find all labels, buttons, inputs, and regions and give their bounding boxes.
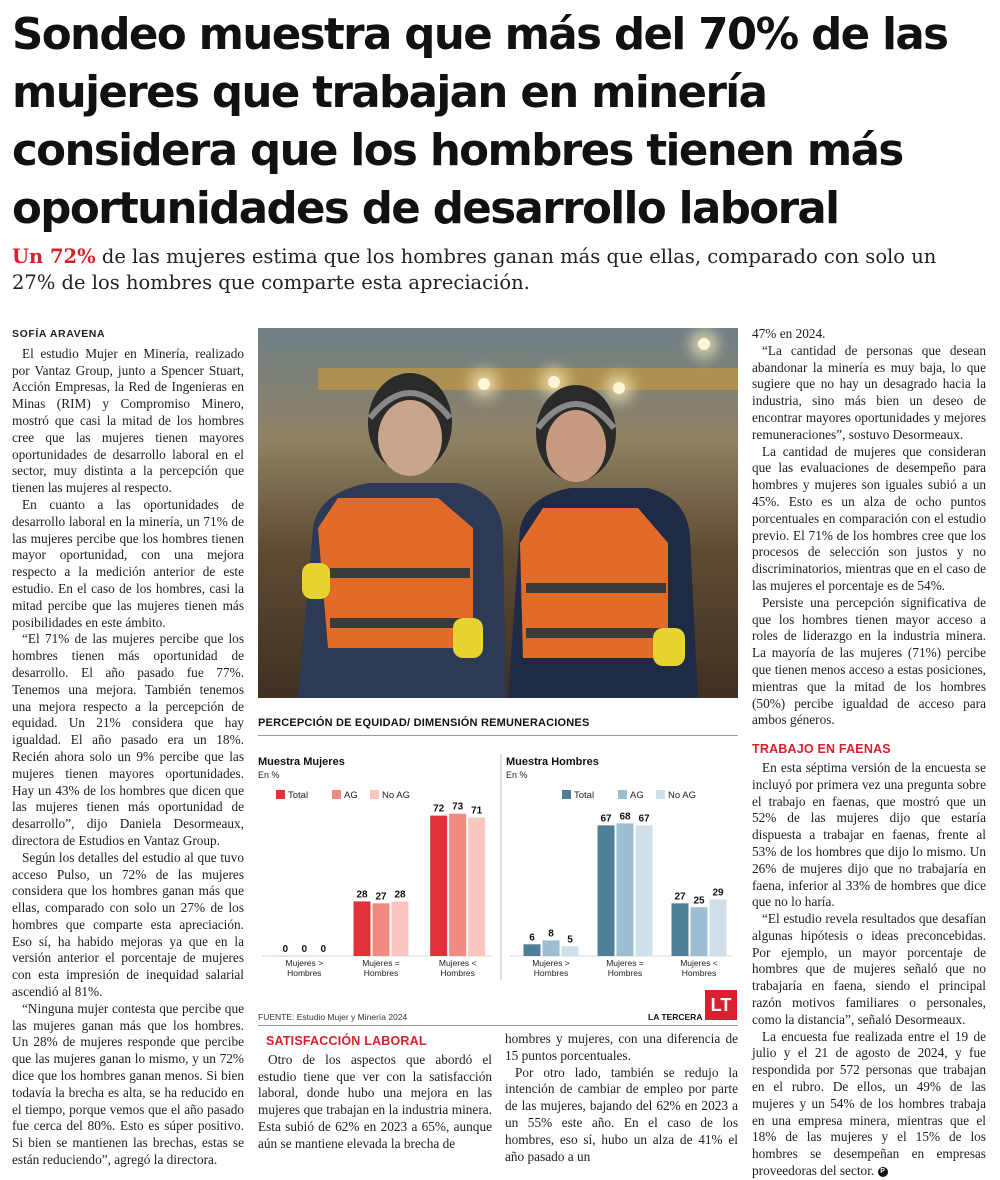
bar (672, 903, 689, 956)
bar (354, 901, 371, 956)
bar (617, 823, 634, 956)
category-label: Mujeres > (286, 958, 324, 968)
paragraph: Otro de los aspectos que abordó el estudio tiene que ver con la satisfacción laboral, donde hubo una mejora en las mujeres que trabajan en la industria minera. Esta subió de 62% en 2023 a 65%, aunque aún se mantiene elevada la brecha de (258, 1052, 492, 1153)
photo-illustration (258, 328, 738, 698)
legend-label: AG (344, 790, 358, 801)
data-label: 27 (674, 891, 686, 902)
y-unit-label: En % (258, 770, 280, 780)
paragraph (752, 1029, 986, 1180)
legend-swatch (618, 790, 627, 799)
paragraph: “Ninguna mujer contesta que percibe que las mujeres ganan más que los hombres. Un 28% de mujeres responde que percibe que las mujeres ganan lo mismo, y un 72% dice que los hombres ganan menos. Si bien todavía la brecha es alta, se ha reducido en el tiempo, porque vemos que el año pasado fue cerca del 80%. Esto es súper positivo. Si bien se mantienen las brechas, estas se están reduciendo”, agregó la directora. (12, 1001, 244, 1169)
chart-bottom-divider (258, 1025, 738, 1026)
chart-source: FUENTE: Estudio Mujer y Minería 2024 (258, 1012, 407, 1022)
category-label: Hombres (608, 968, 642, 978)
category-label: Hombres (287, 968, 321, 978)
column-2a (258, 1031, 492, 1153)
data-label: 28 (356, 889, 368, 900)
paragraph: “El 71% de las mujeres percibe que los hombres tienen más oportunidad de desarrollo. El año pasado fue 77%. Tenemos una mejora. También tenemos una mejora respecto a la percepción de equidad. Un 21% considera que hay igualdad. El año pasado era un 18%. Recién ahora solo un 9% percibe que las mujeres tienen mayores oportunidades. Hay un 43% de los hombres que dicen que las mujeres tienen más oportunidad de desarrollo”, dijo Daniela Desormeaux, directora de Estudios en Vantaz Group. (12, 631, 244, 849)
bar (636, 825, 653, 956)
bar (524, 944, 541, 956)
category-label: Mujeres < (680, 958, 718, 968)
data-label: 29 (712, 887, 724, 898)
subhead-satisfaccion: SATISFACCIÓN LABORAL (266, 1033, 492, 1050)
data-label: 67 (638, 813, 650, 824)
data-label: 73 (452, 802, 464, 813)
legend-swatch (562, 790, 571, 799)
y-unit-label: En % (506, 770, 528, 780)
data-label: 6 (529, 932, 535, 943)
chart (258, 740, 738, 1008)
legend-label: Total (574, 790, 594, 801)
data-label: 68 (619, 811, 631, 822)
data-label: 27 (375, 891, 387, 902)
paragraph: “La cantidad de personas que desean abandonar la minería es muy baja, lo que sugiere que no hay un desagrado hacia la industria, sino más bien un deseo de encontrar mayores oportunidades y mejores remuneraciones”, sostuvo Desormeaux. (752, 343, 986, 444)
deck-highlight: Un 72% (12, 245, 96, 268)
paragraph: En esta séptima versión de la encuesta se incluyó por primera vez una pregunta sobre el trabajo en faenas, que mostró que un 52% de las mujeres dijo que estaría dispuesta a trabajar en faenas, frente al 53% de los hombres que dijo lo mismo. Un 26% de mujeres dijo que no trabajaría en faena, inferior al 33% de hombres que dice que no lo haría. (752, 760, 986, 911)
legend-swatch (656, 790, 665, 799)
data-label: 5 (567, 934, 573, 945)
paragraph: Por otro lado, también se redujo la intención de cambiar de empleo por parte de las mujeres, bajando del 62% en 2023 a un 55% este año. En el caso de los hombres, eso sí, hubo un alza de 41% el año pasado a un (505, 1065, 738, 1166)
chart-title: PERCEPCIÓN DE EQUIDAD/ DIMENSIÓN REMUNERACIONES (258, 717, 590, 729)
paragraph: 47% en 2024. (752, 326, 986, 343)
paragraph: hombres y mujeres, con una diferencia de 15 puntos porcentuales. (505, 1031, 738, 1065)
photo-mine-workers (258, 328, 738, 698)
legend-swatch (370, 790, 379, 799)
column-3 (752, 326, 986, 1180)
bar (691, 907, 708, 956)
column-2b (505, 1031, 738, 1165)
deck-text: de las mujeres estima que los hombres ganan más que ellas, comparado con solo un 27% de los hombres que comparte esta apreciación. (12, 245, 936, 294)
category-label: Mujeres = (362, 958, 400, 968)
panel-title: Muestra Mujeres (258, 756, 345, 768)
paragraph: La cantidad de mujeres que consideran que las evaluaciones de desempeño para hombres y mujeres son iguales subió a un 45%. Esto es un alza de ocho puntos porcentuales en comparación con el estudio previo. El 71% de los hombres cree que los procesos de selección son justos y no discriminatorios, mientras que en el caso de las mujeres el porcentaje es de 54%. (752, 444, 986, 595)
data-label: 8 (548, 928, 554, 939)
category-label: Mujeres = (606, 958, 644, 968)
chart-brand: LA TERCERA (648, 1012, 702, 1022)
data-label: 71 (471, 806, 483, 817)
la-tercera-logo: LT (705, 990, 737, 1020)
paragraph: “El estudio revela resultados que desafían algunas hipótesis o ideas preconcebidas. Por ejemplo, un mayor porcentaje de hombres que de mujeres señaló que no trabajaría en faena, siendo el principal razón motivos familiares o personales, como la distancia”, señaló Desormeaux. (752, 911, 986, 1029)
data-label: 25 (693, 895, 705, 906)
paragraph: En cuanto a las oportunidades de desarrollo laboral en la minería, un 71% de las mujeres percibe que los hombres tienen mayor oportunidad, con una mejora respecto a la medición anterior de este estudio. En el caso de los hombres, casi la mitad percibe que las mujeres tienen más posibilidades en este ámbito. (12, 497, 244, 631)
bar (562, 946, 579, 956)
bar (543, 940, 560, 956)
paragraph-text: La encuesta fue realizada entre el 19 de julio y el 21 de agosto de 2024, y fue respondida por 572 personas que trabajan en el rubro. De ellos, un 49% de las mujeres y un 54% de los hombres trabaja en una empresa minera, mientras que el 18% de las mujeres y el 15% de los hombres se desempeñan en empresas proveedoras del sector. (752, 1029, 986, 1178)
paragraph: Persiste una percepción significativa de que los hombres tienen mayor acceso a roles de liderazgo en la industria minera. La mayoría de las mujeres (71%) percibe que tienen menos acceso a estas posiciones, mientras que la mitad de los hombres (50%) percibe igualdad de acceso para ambos géneros. (752, 595, 986, 729)
bar (598, 825, 615, 956)
chart-divider (258, 735, 738, 736)
category-label: Hombres (534, 968, 568, 978)
column-1 (12, 326, 244, 1169)
category-label: Hombres (440, 968, 474, 978)
panel-title: Muestra Hombres (506, 756, 599, 768)
bar (449, 814, 466, 956)
legend-label: AG (630, 790, 644, 801)
data-label: 28 (394, 889, 406, 900)
category-label: Hombres (364, 968, 398, 978)
category-label: Mujeres > (532, 958, 570, 968)
legend-label: No AG (668, 790, 696, 801)
subhead-trabajo-faenas: TRABAJO EN FAENAS (752, 741, 986, 758)
paragraph: El estudio Mujer en Minería, realizado por Vantaz Group, junto a Spencer Stuart, Acción Empresas, la Red de Ingenieras en Minas (RIM) y Compromiso Minero, mostró que casi la mitad de los hombres cree que las mujeres tienen mayores oportunidades de desarrollo laboral en el sector, muy distinta a la percepción que tienen las mujeres al respecto. (12, 346, 244, 497)
category-label: Mujeres < (439, 958, 477, 968)
legend-label: No AG (382, 790, 410, 801)
data-label: 0 (283, 944, 289, 955)
legend-swatch (276, 790, 285, 799)
bar (468, 818, 485, 956)
paragraph: Según los detalles del estudio al que tuvo acceso Pulso, un 72% de las mujeres considera que los hombres ganan más que ellas, comparado con solo un 27% de los hombres que comparte esta apreciación. Eso sí, ha habido mejoras ya que en la versión anterior el porcentaje de mujeres con esta impresión de inequidad salarial ascendió al 81%. (12, 850, 244, 1001)
data-label: 0 (321, 944, 327, 955)
bar (392, 901, 409, 956)
data-label: 67 (600, 813, 612, 824)
data-label: 0 (302, 944, 308, 955)
end-mark-icon: P (878, 1167, 888, 1177)
category-label: Hombres (682, 968, 716, 978)
bar (710, 899, 727, 956)
bar (373, 903, 390, 956)
bar (430, 816, 447, 956)
headline: Sondeo muestra que más del 70% de las mujeres que trabajan en minería considera que los hombres tienen más oportunidades de desarrollo laboral (12, 6, 987, 238)
legend-label: Total (288, 790, 308, 801)
deck (12, 244, 972, 296)
data-label: 72 (433, 804, 445, 815)
byline: SOFÍA ARAVENA (12, 326, 244, 343)
legend-swatch (332, 790, 341, 799)
